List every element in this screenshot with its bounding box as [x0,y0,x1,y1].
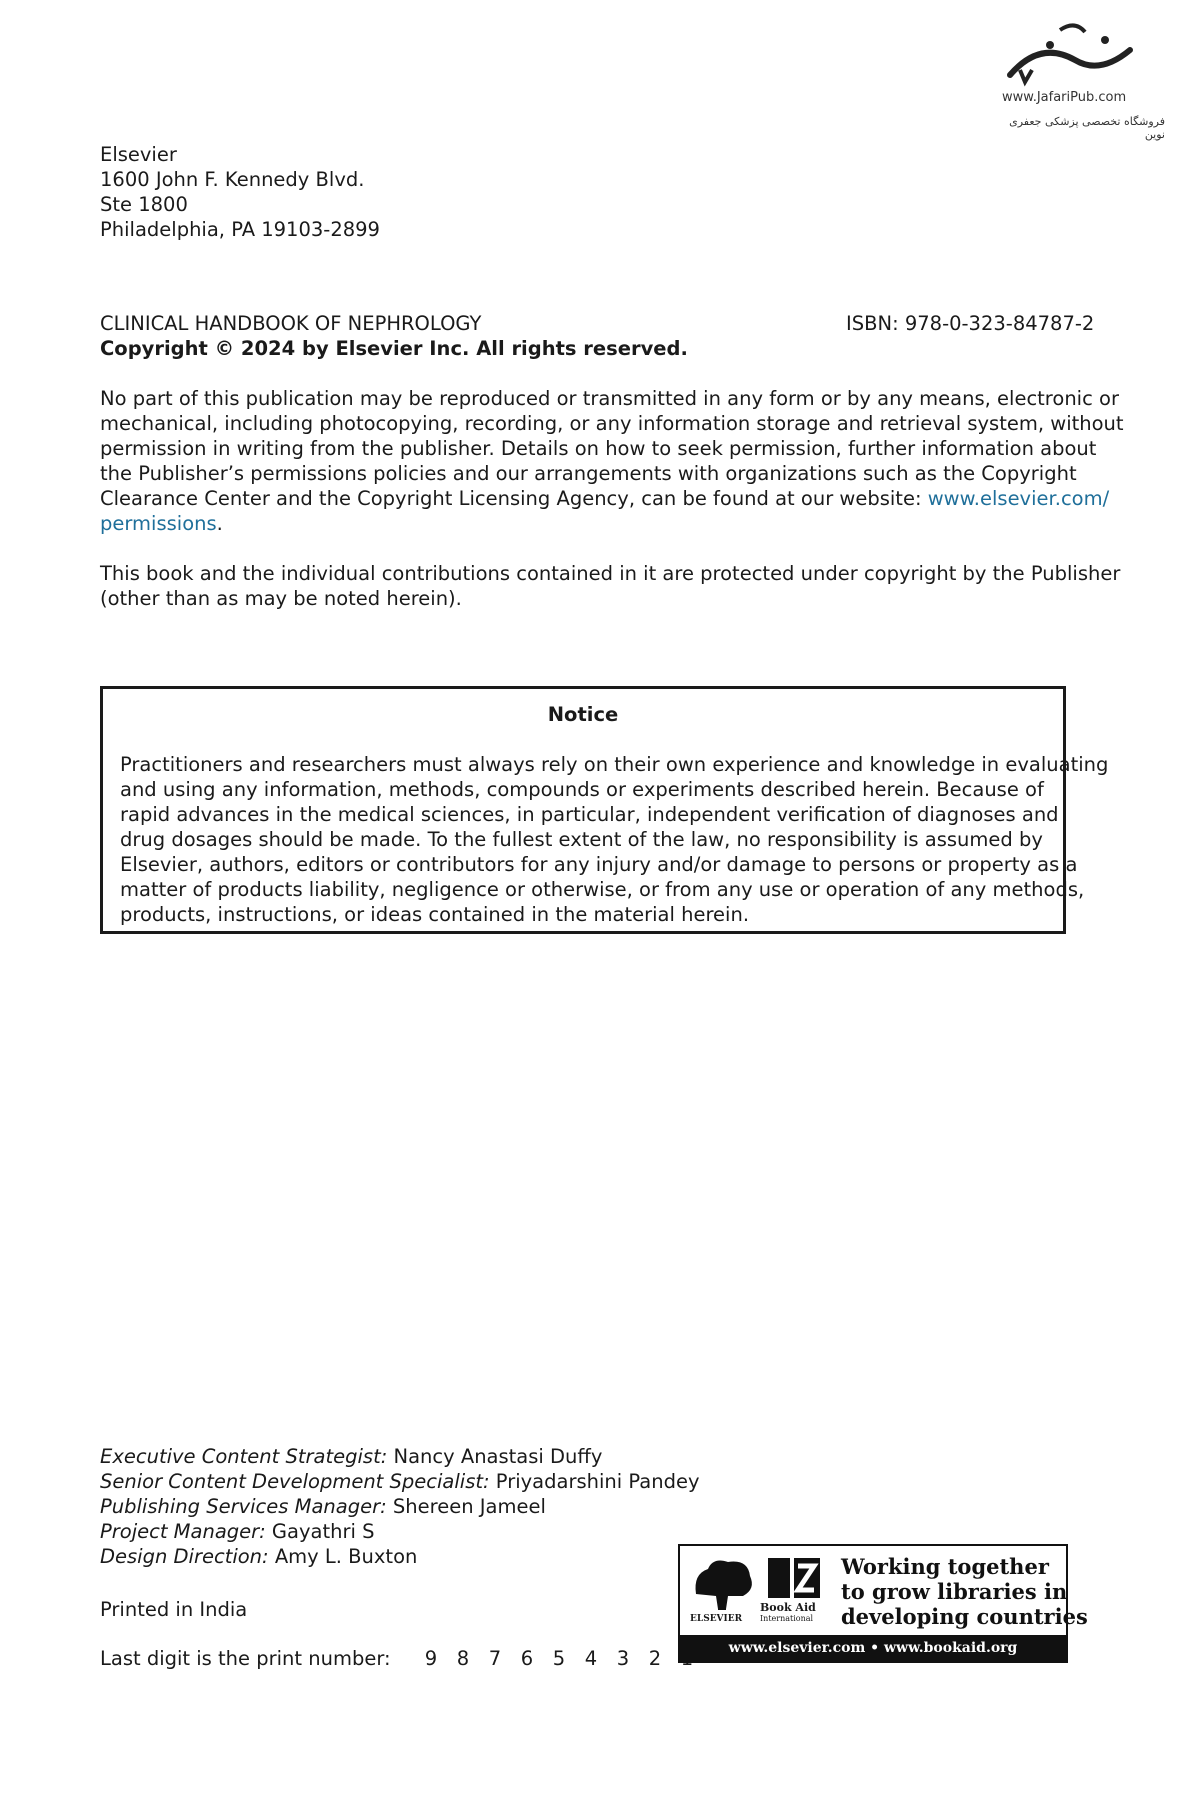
para1-line: the Publisher’s permissions policies and our arrangements with organizations such as the Copyright [100,462,1077,485]
credit-name: Nancy Anastasi Duffy [387,1445,603,1468]
print-digit: 6 [520,1647,534,1670]
notice-line: Practitioners and researchers must always rely on their own experience and knowledge in evaluating [120,753,1109,776]
credit-name: Gayathri S [265,1520,375,1543]
credits-list [100,1444,699,1569]
watermark-logo [990,20,1170,140]
notice-line: Elsevier, authors, editors or contributors for any injury and/or damage to persons or property as a [120,853,1078,876]
elsevier-permissions-link[interactable]: www.elsevier.com/ [927,487,1110,510]
address-line-3: Ste 1800 [100,193,188,216]
protection-paragraph [100,561,1121,611]
permissions-paragraph [100,386,1124,536]
notice-body [120,752,1108,927]
elsevier-permissions-link-cont[interactable]: permissions [100,512,217,535]
credit-role: Senior Content Development Specialist: [100,1470,490,1493]
para1-line [100,511,1060,536]
credit-name: Priyadarshini Pandey [489,1470,700,1493]
bookaid-label [760,1602,816,1624]
credit-role: Publishing Services Manager: [100,1495,387,1518]
elsevier-label: ELSEVIER [690,1614,743,1624]
printed-in: Printed in India [100,1598,248,1621]
para1-line: mechanical, including photocopying, recording, or any information storage and retrieval system, without [100,412,1124,435]
bookaid-logo-icon [764,1554,824,1604]
credit-line [100,1494,699,1519]
address-line-4: Philadelphia, PA 19103-2899 [100,218,380,241]
notice-title: Notice [547,703,619,726]
para1-period: . [216,512,223,535]
isbn: ISBN: 978-0-323-84787-2 [846,312,1095,335]
credit-line [100,1544,699,1569]
para1-line-text: Clearance Center and the Copyright Licensing Agency, can be found at our website: [100,487,928,510]
slogan-line: developing countries [841,1604,1088,1629]
notice-line: and using any information, methods, compounds or experiments described herein. Because of [120,778,1044,801]
bookaid-banner [678,1544,1088,1663]
para1-line: permission in writing from the publisher. Details on how to seek permission, further information about [100,437,1097,460]
notice-line: matter of products liability, negligence or otherwise, or from any use or operation of any methods, [120,878,1085,901]
print-digit: 9 [424,1647,438,1670]
print-digit: 7 [488,1647,502,1670]
print-number-label: Last digit is the print number: [100,1647,391,1670]
watermark-url: www.JafariPub.com [1002,90,1127,105]
credit-role: Executive Content Strategist: [100,1445,388,1468]
bookaid-footer-urls[interactable]: www.elsevier.com • www.bookaid.org [680,1635,1066,1661]
copyright-line: Copyright © 2024 by Elsevier Inc. All rights reserved. [100,337,688,360]
watermark-persian: فروشگاه تخصصی پزشکی جعفری نوین [1009,115,1165,141]
credit-role: Design Direction: [100,1545,269,1568]
jafaripub-logo-icon [1000,20,1150,90]
bookaid-label-1: Book Aid [760,1601,816,1614]
credit-name: Amy L. Buxton [268,1545,418,1568]
credit-role: Project Manager: [100,1520,266,1543]
address-line-2: 1600 John F. Kennedy Blvd. [100,168,365,191]
print-number-line [100,1647,703,1670]
credit-line [100,1444,699,1469]
bookaid-slogan [841,1554,1088,1629]
book-title: CLINICAL HANDBOOK OF NEPHROLOGY [100,312,482,335]
print-digit: 3 [616,1647,630,1670]
bookaid-label-2: International [760,1614,814,1623]
notice-line: drug dosages should be made. To the fullest extent of the law, no responsibility is assumed by [120,828,1043,851]
para1-line [100,486,1110,511]
print-digit: 8 [456,1647,470,1670]
print-digit: 2 [648,1647,662,1670]
credit-line [100,1469,699,1494]
para2-line: (other than as may be noted herein). [100,587,462,610]
para1-line: No part of this publication may be reproduced or transmitted in any form or by any means, electronic or [100,387,1119,410]
credit-line [100,1519,699,1544]
elsevier-tree-icon [688,1554,758,1614]
print-digit: 5 [552,1647,566,1670]
para2-line: This book and the individual contributions contained in it are protected under copyright by the Publisher [100,562,1121,585]
notice-line: rapid advances in the medical sciences, in particular, independent verification of diagnoses and [120,803,1059,826]
credit-name: Shereen Jameel [386,1495,546,1518]
notice-line: products, instructions, or ideas contained in the material herein. [120,903,750,926]
slogan-line: to grow libraries in [841,1579,1068,1604]
print-digit: 4 [584,1647,598,1670]
slogan-line: Working together [841,1554,1049,1579]
address-line-1: Elsevier [100,143,177,166]
notice-box [100,686,1109,934]
